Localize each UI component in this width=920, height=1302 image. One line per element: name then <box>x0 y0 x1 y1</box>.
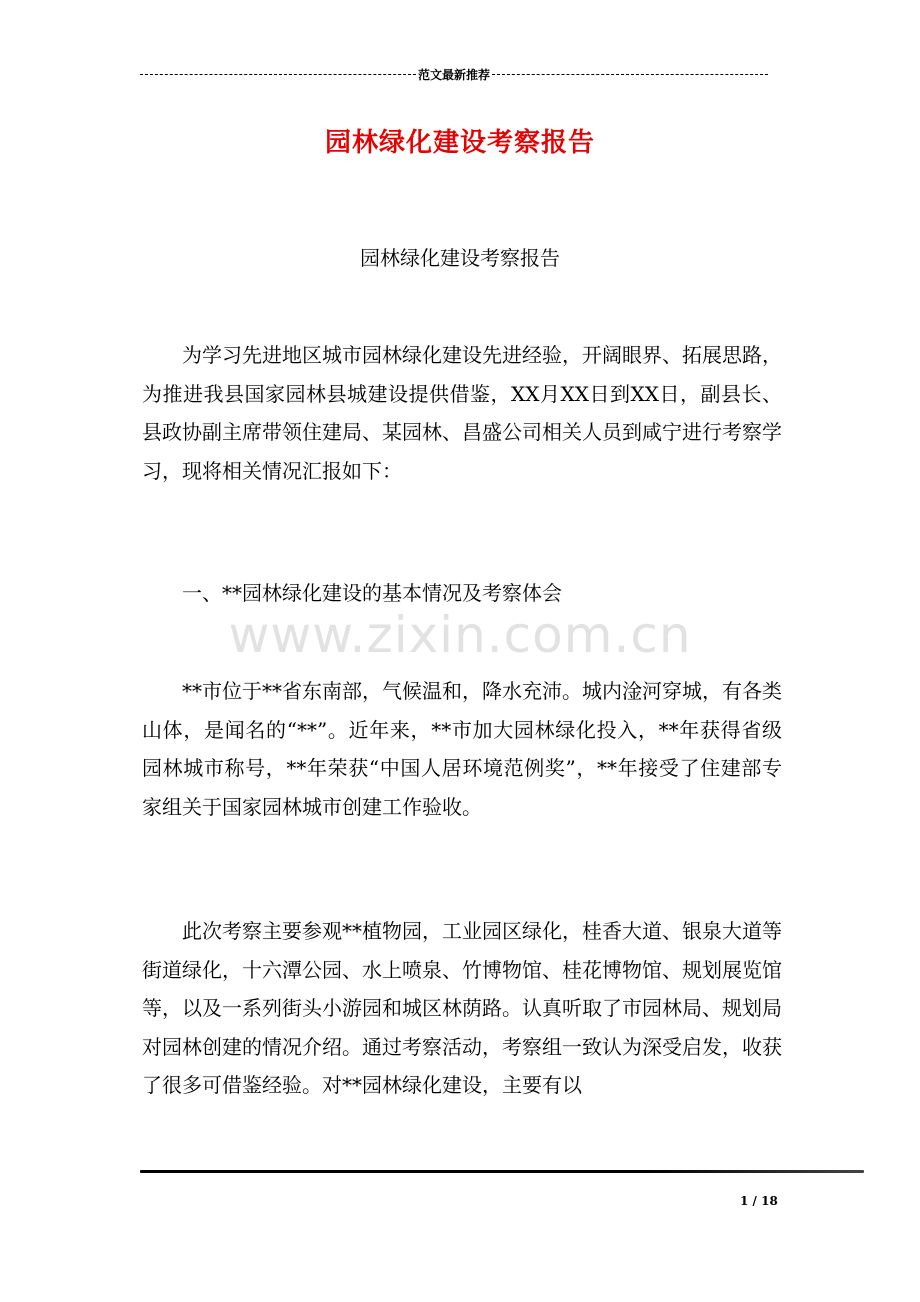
paragraph-overview: **市位于**省东南部，气候温和，降水充沛。城内淦河穿城，有各类山体，是闻名的“**”。近年来，**市加大园林绿化投入，**年获得省级园林城市称号，**年荣获“中国人居环境范例奖”，**年接受了住建部专家组关于国家园林城市创建工作验收。 <box>142 679 782 819</box>
document-title: 园林绿化建设考察报告 <box>324 128 595 158</box>
page-number: 1 / 18 <box>740 1194 778 1208</box>
page-header <box>140 66 768 83</box>
paragraph-visit: 此次考察主要参观**植物园，工业园区绿化，桂香大道、银泉大道等街道绿化，十六潭公园、水上喷泉、竹博物馆、桂花博物馆、规划展览馆等，以及一系列街头小游园和城区林荫路。认真听取了市园林局、规划局对园林创建的情况介绍。通过考察活动，考察组一致认为深受启发，收获了很多可借鉴经验。对**园林绿化建设，主要有以 <box>142 919 782 1098</box>
paragraph-intro: 为学习先进地区城市园林绿化建设先进经验，开阔眼界、拓展思路，为推进我县国家园林县城建设提供借鉴，XX月XX日到XX日，副县长、县政协副主席带领住建局、某园林、昌盛公司相关人员到咸宁进行考察学习，现将相关情况汇报如下： <box>142 343 782 483</box>
section-heading: 一、**园林绿化建设的基本情况及考察体会 <box>182 581 562 605</box>
header-dash-right <box>492 74 768 75</box>
document-subtitle: 园林绿化建设考察报告 <box>360 246 560 270</box>
watermark: www.zixin.com.cn <box>228 606 692 664</box>
header-dash-left <box>140 74 416 75</box>
header-label: 范文最新推荐 <box>418 68 491 82</box>
footer-rule <box>140 1170 864 1173</box>
